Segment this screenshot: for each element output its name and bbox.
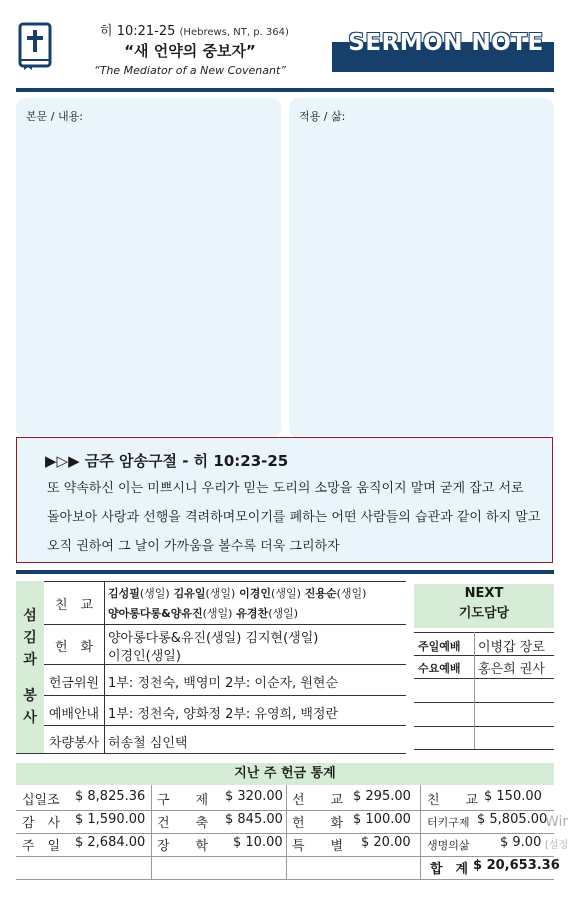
offering-category: 친 교 — [427, 793, 479, 808]
offering-amount: $ 100.00 — [353, 812, 411, 827]
offering-rule — [16, 856, 554, 857]
usher-label: 예배안내 — [48, 707, 100, 722]
top-divider — [16, 88, 554, 92]
offering-amount: $ 10.00 — [233, 835, 283, 850]
prayer-rule — [414, 702, 554, 703]
sunday-prayer-name: 이병갑 장로 — [478, 640, 545, 655]
activation-watermark: [설정 — [545, 840, 569, 851]
next-prayer-header: NEXT 기도담당 — [414, 584, 554, 628]
offering-category: 주 일 — [22, 839, 61, 854]
table-rule — [44, 725, 406, 726]
offering-category: 감 사 — [22, 816, 61, 831]
sunday-prayer-label: 주일예배 — [418, 640, 461, 653]
serving-side-label: 섬 김 과 봉 사 — [16, 581, 44, 753]
prayer-rule — [414, 678, 554, 679]
table-rule — [44, 664, 406, 665]
offering-amount: $ 2,684.00 — [75, 835, 146, 850]
offering-amount: $ 8,825.36 — [75, 789, 146, 804]
vehicle-names: 허송철 심인택 — [108, 736, 188, 751]
offering-divider — [286, 785, 287, 879]
offering-amount: $ 1,590.00 — [75, 812, 146, 827]
arrow-icons: ▶▷▶ — [45, 452, 80, 470]
prayer-rule — [414, 632, 554, 633]
memory-verse-line: 돌아보아 사랑과 선행을 격려하며모이기를 폐하는 어떤 사람들의 습관과 같이 하지 말고 — [47, 510, 541, 525]
fellowship-label: 친 교 — [54, 598, 94, 613]
table-rule — [44, 624, 406, 625]
offering-category: 선 교 — [292, 793, 344, 808]
table-divider — [104, 581, 105, 753]
offering-total-value: $ 20,653.36 — [473, 858, 560, 873]
offering-amount: $ 9.00 — [500, 835, 542, 850]
offering-amount: $ 295.00 — [353, 789, 411, 804]
offering-committee-names: 1부: 정천숙, 백영미 2부: 이순자, 원현순 — [108, 676, 339, 691]
fellowship-names: 김성필(생일) 김유일(생일) 이경인(생일) 진용순(생일) — [108, 587, 367, 600]
offering-committee-label: 헌금위원 — [48, 676, 100, 691]
sermon-title-korean: “새 언약의 중보자” — [124, 42, 256, 60]
content-note-panel[interactable] — [16, 98, 281, 438]
scripture-reference: 히 10:21-25 (Hebrews, NT, p. 364) — [100, 24, 289, 39]
memory-verse-box — [16, 437, 553, 563]
offering-amount: $ 5,805.00 — [477, 812, 548, 827]
offering-amount: $ 150.00 — [484, 789, 542, 804]
offering-category: 건 축 — [157, 816, 209, 831]
prayer-divider — [474, 632, 475, 749]
offering-divider — [420, 785, 421, 879]
prayer-rule — [414, 749, 554, 750]
content-note-label: 본문 / 내용: — [26, 110, 83, 123]
offering-amount: $ 320.00 — [225, 789, 283, 804]
offering-category: 장 학 — [157, 839, 209, 854]
sermon-note-banner: SERMON NOTE — [348, 30, 544, 56]
wednesday-prayer-label: 수요예배 — [418, 662, 461, 675]
application-note-label: 적용 / 삶: — [299, 110, 346, 123]
sermon-title-english: “The Mediator of a New Covenant” — [94, 64, 286, 77]
offering-category: 터키구제 — [427, 816, 470, 829]
middle-divider — [16, 570, 554, 574]
usher-names: 1부: 정천숙, 양화정 2부: 유영희, 백정란 — [108, 707, 339, 722]
offering-stats-title: 지난 주 헌금 통계 — [16, 763, 554, 785]
table-rule — [44, 581, 406, 582]
flower-names: 양아롱다롱&유진(생일) 김지현(생일) — [108, 631, 319, 646]
prayer-rule — [414, 655, 554, 656]
offering-total-label: 합 계 — [430, 862, 469, 877]
offering-divider — [151, 785, 152, 879]
offering-rule — [16, 879, 554, 880]
offering-amount: $ 20.00 — [361, 835, 411, 850]
offering-category: 생명의삶 — [427, 839, 470, 852]
application-note-panel[interactable] — [289, 98, 554, 438]
offering-rule — [16, 833, 554, 834]
offering-category: 특 별 — [292, 839, 344, 854]
fellowship-names: 양아롱다롱&양유진(생일) 유경찬(생일) — [108, 607, 299, 620]
offering-category: 십일조 — [22, 793, 60, 808]
table-rule — [16, 753, 406, 754]
memory-verse-line: 또 약속하신 이는 미쁘시니 우리가 믿는 도리의 소망을 움직이지 말며 굳게 잡고 서로 — [47, 481, 524, 496]
vehicle-label: 차량봉사 — [48, 736, 100, 751]
offering-rule — [16, 810, 554, 811]
offering-category: 헌 화 — [292, 816, 344, 831]
wednesday-prayer-name: 홍은희 권사 — [478, 662, 545, 677]
bible-icon — [16, 20, 56, 72]
activation-watermark: Wir — [545, 814, 569, 830]
flower-label: 헌 화 — [54, 640, 94, 655]
memory-verse-line: 오직 권하여 그 날이 가까움을 볼수록 더욱 그리하자 — [47, 539, 340, 554]
table-rule — [44, 695, 406, 696]
flower-names: 이경인(생일) — [108, 649, 181, 664]
prayer-rule — [414, 726, 554, 727]
offering-category: 구 제 — [157, 793, 209, 808]
memory-verse-heading: ▶▷▶ 금주 암송구절 - 히 10:23-25 — [45, 452, 289, 470]
offering-amount: $ 845.00 — [225, 812, 283, 827]
